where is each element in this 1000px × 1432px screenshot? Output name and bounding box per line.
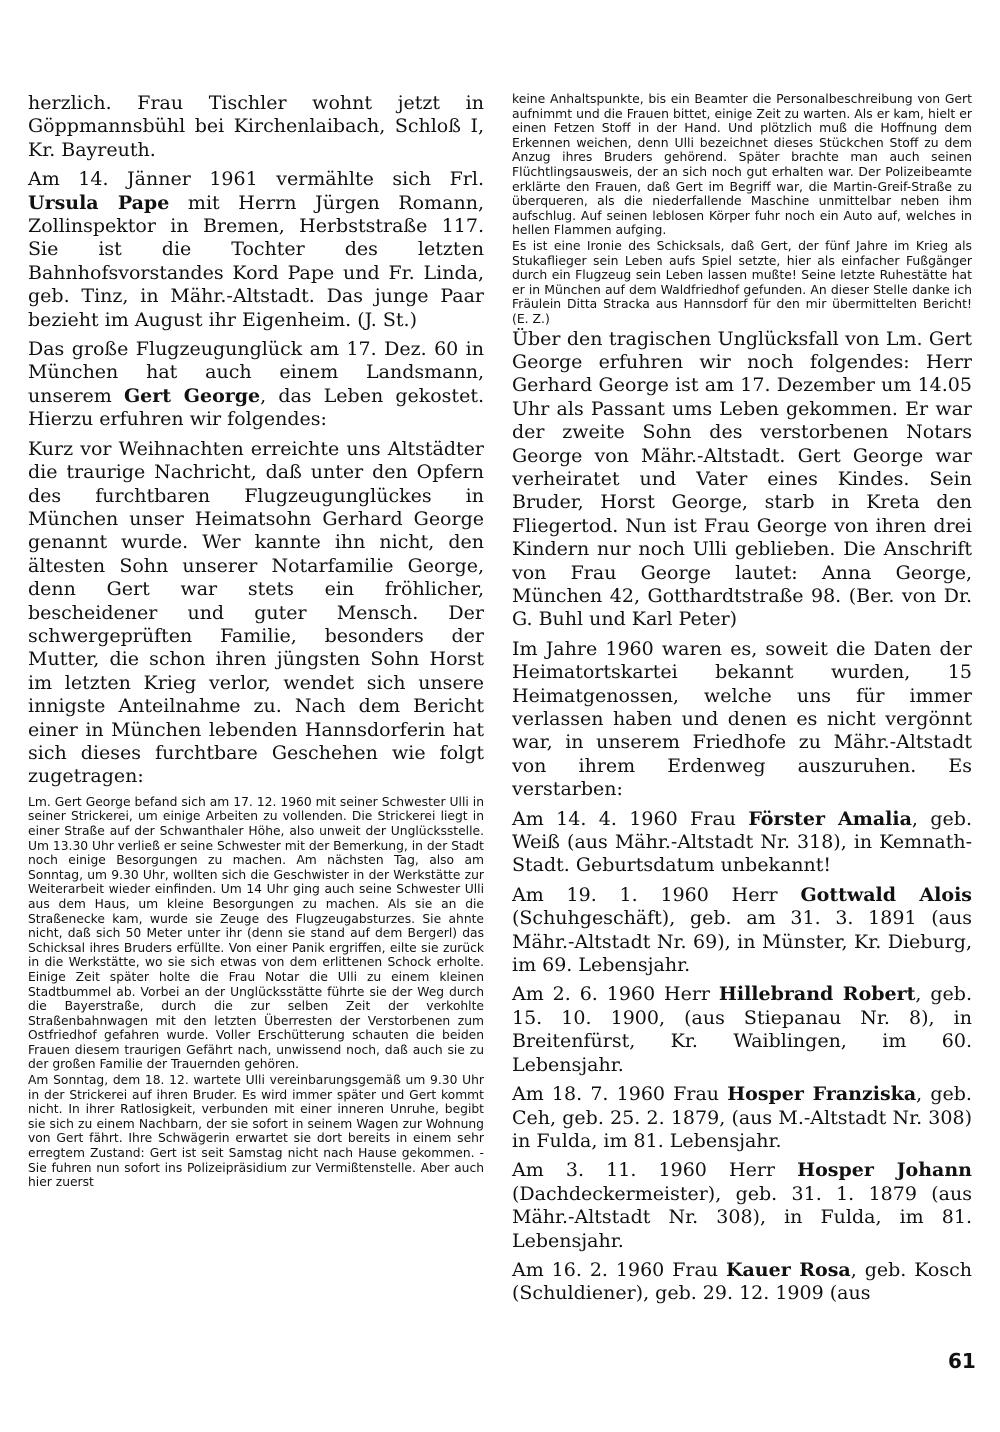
paragraph-plane-crash: Das große Flugzeugunglück am 17. Dez. 60 in München hat auch einem Landsmann, unserem Gert George, das Leben gekostet. Hierzu erfuhren wir folgendes: <box>28 338 484 431</box>
paragraph-tischler: herzlich. Frau Tischler wohnt jetzt in Göppmannsbühl bei Kirchenlaibach, Schloß I, Kr. Bayreuth. <box>28 92 484 161</box>
left-column <box>28 92 484 1191</box>
death-entry: Am 19. 1. 1960 Herr Gottwald Alois (Schuhgeschäft), geb. am 31. 3. 1891 (aus Mähr.-Altstadt Nr. 69), in Münster, Kr. Dieburg, im 69. Lebensjahr. <box>512 883 972 977</box>
paragraph-further-details: Über den tragischen Unglücksfall von Lm. Gert George erfuhren wir noch folgendes: Herr Gerhard George ist am 17. Dezember um 14.05 Uhr als Passant ums Leben gekommen. Er war der zweite Sohn des verstorbenen Notars George von Mähr.-Altstadt. Gert George war verheiratet und Vater eines Kindes. Sein Bruder, Horst George, starb in Kreta den Fliegertod. Nun ist Frau George von ihren drei Kindern nur noch Ulli geblieben. Die Anschrift von Frau George lautet: Anna George, München 42, Gotthardtstraße 98. (Ber. von Dr. G. Buhl und Karl Peter) <box>512 327 972 631</box>
right-column <box>512 92 972 1312</box>
death-entry: Am 18. 7. 1960 Frau Hosper Franziska, geb. Ceh, geb. 25. 2. 1879, (aus M.-Altstadt Nr. 308) in Fulda, im 81. Lebensjahr. <box>512 1083 972 1152</box>
paragraph-christmas-news: Kurz vor Weihnachten erreichte uns Altstädter die traurige Nachricht, daß unter den Opfern des furchtbaren Flugzeugunglückes in München unser Heimatsohn Gerhard George genannt wurde. Wer kannte ihn nicht, den ältesten Sohn unserer Notarfamilie George, denn Gert war stets ein fröhlicher, bescheidener und guter Mensch. Der schwergeprüften Familie, besonders der Mutter, die schon ihren jüngsten Sohn Horst im letzten Krieg verlor, wendet sich unsere innigste Anteilnahme zu. Nach dem Bericht einer in München lebenden Hannsdorferin hat sich dieses furchtbare Geschehen wie folgt zugetragen: <box>28 437 484 788</box>
report-irony: Es ist eine Ironie des Schicksals, daß Gert, der fünf Jahre im Krieg als Stukaflieger sein Leben aufs Spiel setzte, hier als einfacher Fußgänger durch ein Flugzeug sein Leben lassen mußte! Seine letzte Ruhestätte hat er in München auf dem Waldfriedhof gefunden. An dieser Stelle danke ich Fräulein Ditta Stracka aus Hannsdorf für den mir übermittelten Bericht! (E. Z.) <box>512 237 972 326</box>
death-entry: Am 16. 2. 1960 Frau Kauer Rosa, geb. Kosch (Schuldiener), geb. 29. 12. 1909 (aus <box>512 1258 973 1305</box>
death-entry: Am 14. 4. 1960 Frau Förster Amalia, geb. Weiß (aus Mähr.-Altstadt Nr. 318), in Kemnath-Stadt. Geburtsdatum unbekannt! <box>512 807 972 877</box>
page-number: 61 <box>948 1349 976 1373</box>
paragraph-wedding: Am 14. Jänner 1961 vermählte sich Frl. Ursula Pape mit Herrn Jürgen Romann, Zollinspektor in Bremen, Herbststraße 117. Sie ist die Tochter des letzten Bahnhofsvorstandes Kord Pape und Fr. Linda, geb. Tinz, in Mähr.-Altstadt. Das junge Paar bezieht im August ihr Eigenheim. (J. St.) <box>28 168 484 331</box>
death-entry: Am 2. 6. 1960 Herr Hillebrand Robert, geb. 15. 10. 1900, (aus Stiepanau Nr. 8), in Breitenfürst, Kr. Waiblingen, im 60. Lebensjahr. <box>512 983 972 1076</box>
report-sunday: Am Sonntag, dem 18. 12. wartete Ulli vereinbarungsgemäß um 9.30 Uhr in der Strickerei auf ihren Bruder. Es wird immer später und Gert kommt nicht. In ihrer Ratlosigkeit, verbunden mit einer inneren Unruhe, begibt sie sich zu einem Nachbarn, der sie sofort in seinem Wagen zur Wohnung von Gert fährt. Ihre Schwägerin erwartet sie dort bereits in einem sehr erregtem Zustand: Gert ist seit Samstag nicht nach Hause gekommen. - Sie fuhren nun sofort ins Polizeipräsidium zur Vermißtenstelle. Aber auch hier zuerst <box>28 1073 484 1190</box>
paragraph-deaths-intro: Im Jahre 1960 waren es, soweit die Daten der Heimatortskartei bekannt wurden, 15 Heimatgenossen, welche uns für immer verlassen haben und denen es nicht vergönnt war, in unserem Friedhofe zu Mähr.-Altstadt von ihrem Erdenweg auszuruhen. Es verstarben: <box>512 637 972 801</box>
report-continued: keine Anhaltspunkte, bis ein Beamter die Personalbeschreibung von Gert aufnimmt und die Frauen bittet, einige Zeit zu warten. Als er kam, hielt er einen Fetzen Stoff in der Hand. Und plötzlich muß die Hoffnung dem Erkennen weichen, denn Ulli bezeichnet dieses Stückchen Stoff zu dem Anzug ihres Bruders gehörend. Später brachte man auch seinen Flüchtlingsausweis, der an sich noch gut erhalten war. Der Polizeibeamte erklärte den Frauen, daß Gert im Begriff war, die Martin-Greif-Straße zu überqueren, als die niederfallende Maschine unmittelbar neben ihm aufschlug. Auf seinen leblosen Körper fuhr noch ein Auto auf, welches in hellen Flammen aufging. <box>512 91 972 238</box>
death-entry: Am 3. 11. 1960 Herr Hosper Johann (Dachdeckermeister), geb. 31. 1. 1879 (aus Mähr.-Altstadt Nr. 308), in Fulda, im 81. Lebensjahr. <box>512 1159 972 1252</box>
report-saturday: Lm. Gert George befand sich am 17. 12. 1960 mit seiner Schwester Ulli in seiner Strickerei, um einige Arbeiten zu vollenden. Die Strickerei liegt in einer Straße auf der Schwanthaler Höhe, also unweit der Unglücksstelle. Um 13.30 Uhr verließ er seine Schwester mit der Bemerkung, in der Stadt noch einige Besorgungen zu machen. Am nächsten Tag, also am Sonntag, um 9.30 Uhr, wollten sich die Geschwister in der Werkstätte zur Weiterarbeit wieder einfinden. Um 14 Uhr ging auch seine Schwester Ulli aus dem Haus, um kleine Besorgungen zu machen. Als sie an die Straßenecke kam, wurde sie Zeuge des Flugzeugabsturzes. Sie ahnte nicht, daß sich 50 Meter unter ihr (denn sie stand auf dem Bergerl) das Schicksal ihres Bruders erfüllte. Von einer Panik ergriffen, eilte sie zurück in die Werkstätte, wo sie sich etwas von dem erlittenen Schock erholte. Einige Zeit später holte die Frau Notar die Ulli zu einem kleinen Stadtbummel ab. Vorbei an der Unglücksstätte führte sie der Weg durch die Bayerstraße, durch die zur selben Zeit der verkohlte Straßenbahnwagen mit den letzten Überresten der Verstorbenen zum Ostfriedhof gefahren wurde. Voller Erschütterung schauten die beiden Frauen diesem traurigen Gefährt nach, unwissend noch, daß auch sie zu der großen Familie der Trauernden gehören. <box>28 794 484 1072</box>
